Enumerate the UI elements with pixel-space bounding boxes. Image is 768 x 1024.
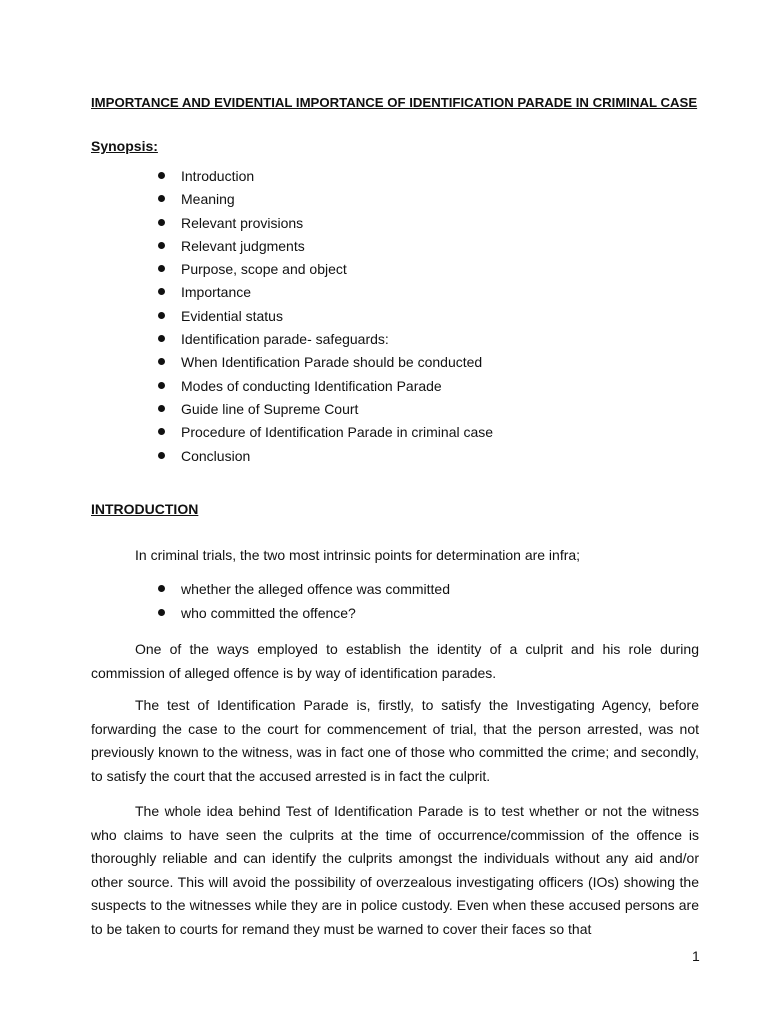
bullet-icon xyxy=(158,382,165,389)
bullet-icon xyxy=(158,195,165,202)
bullet-icon xyxy=(158,609,165,616)
synopsis-heading: Synopsis: xyxy=(91,138,158,154)
bullet-icon xyxy=(158,405,165,412)
introduction-heading: INTRODUCTION xyxy=(91,501,199,517)
bullet-icon xyxy=(158,172,165,179)
bullet-icon xyxy=(158,452,165,459)
paragraph: One of the ways employed to establish the identity of a culprit and his role during commission of alleged offence is by way of identification parades. xyxy=(91,641,699,681)
bullet-icon xyxy=(158,358,165,365)
list-item: whether the alleged offence was committed xyxy=(0,579,450,603)
introduction-points xyxy=(0,579,450,626)
bullet-icon xyxy=(158,585,165,592)
paragraph: The test of Identification Parade is, firstly, to satisfy the Investigating Agency, before forwarding the case to the court for commencement of trial, that the person arrested, was not previously known to the witness, was in fact one of those who committed the crime; and secondly, to satisfy the court that the accused arrested is in fact the culprit. xyxy=(91,697,699,784)
list-item: Modes of conducting Identification Parade xyxy=(0,376,493,399)
document-title: IMPORTANCE AND EVIDENTIAL IMPORTANCE OF IDENTIFICATION PARADE IN CRIMINAL CASE xyxy=(91,95,698,110)
list-item: Relevant provisions xyxy=(0,213,493,236)
list-item: Meaning xyxy=(0,189,493,212)
list-item: Relevant judgments xyxy=(0,236,493,259)
bullet-icon xyxy=(158,265,165,272)
bullet-icon xyxy=(158,219,165,226)
list-item: Identification parade- safeguards: xyxy=(0,329,493,352)
list-item: Procedure of Identification Parade in criminal case xyxy=(0,422,493,445)
synopsis-list xyxy=(0,166,493,469)
paragraph: The whole idea behind Test of Identification Parade is to test whether or not the witness who claims to have seen the culprits at the time of occurrence/commission of the offence is thoroughly reliable and can identify the culprits amongst the individuals without any aid and/or other source. This will avoid the possibility of overzealous investigating officers (IOs) showing the suspects to the witnesses while they are in police custody. Even when these accused persons are to be taken to courts for remand they must be warned to cover their faces so that xyxy=(91,803,699,937)
introduction-lead: In criminal trials, the two most intrinsic points for determination are infra; xyxy=(135,547,581,563)
page-number: 1 xyxy=(692,948,700,964)
list-item: Evidential status xyxy=(0,306,493,329)
bullet-icon xyxy=(158,312,165,319)
list-item: Guide line of Supreme Court xyxy=(0,399,493,422)
list-item: Introduction xyxy=(0,166,493,189)
list-item: Purpose, scope and object xyxy=(0,259,493,282)
list-item: When Identification Parade should be conducted xyxy=(0,352,493,375)
bullet-icon xyxy=(158,288,165,295)
list-item: Importance xyxy=(0,282,493,305)
bullet-icon xyxy=(158,428,165,435)
list-item: who committed the offence? xyxy=(0,603,450,627)
bullet-icon xyxy=(158,242,165,249)
bullet-icon xyxy=(158,335,165,342)
list-item: Conclusion xyxy=(0,446,493,469)
